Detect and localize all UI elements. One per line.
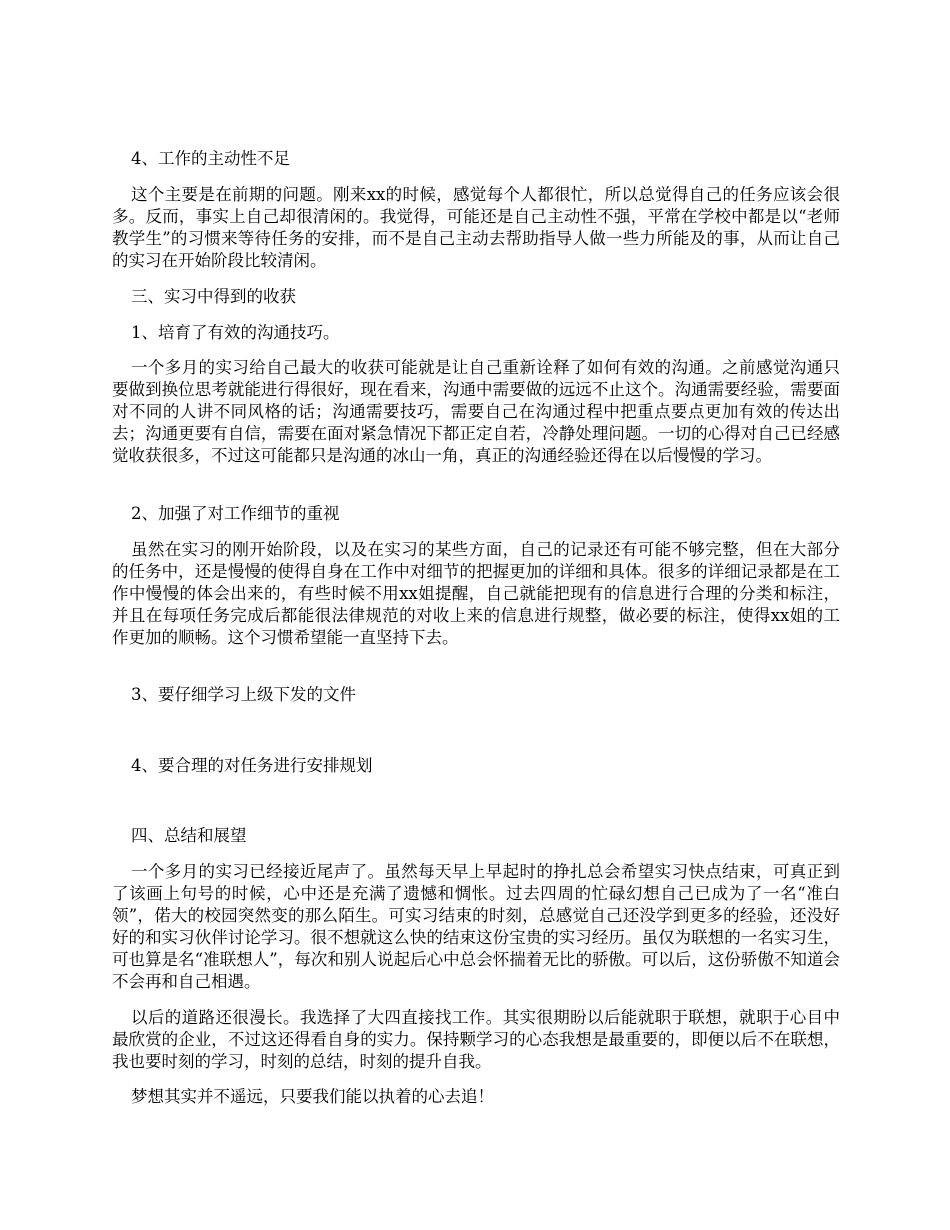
paragraph-outlook: 以后的道路还很漫长。我选择了大四直接找工作。其实很期盼以后能就职于联想，就职于心目中最欣赏的企业，不过这还得看自身的实力。保持颗学习的心态我想是最重要的，即便以后不在联想，我也要时刻的学习，时刻的总结，时刻的提升自我。 — [112, 1008, 840, 1071]
paragraph-communication: 一个多月的实习给自己最大的收获可能就是让自己重新诠释了如何有效的沟通。之前感觉沟通只要做到换位思考就能进行得很好，现在看来，沟通中需要做的远远不止这个。沟通需要经验，需要面对不同的人讲不同风格的话；沟通需要技巧，需要自己在沟通过程中把重点要点更加有效的传达出去；沟通更要有自信，需要在面对紧急情况下都正定自若，冷静处理问题。一切的心得对自己已经感觉收获很多，不过这可能都只是沟通的冰山一角，真正的沟通经验还得在以后慢慢的学习。 — [112, 358, 840, 465]
heading-section-4: 四、总结和展望 — [131, 826, 247, 845]
heading-2-details: 2、加强了对工作细节的重视 — [131, 504, 340, 523]
heading-section-3: 三、实习中得到的收获 — [131, 287, 296, 306]
paragraph-summary: 一个多月的实习已经接近尾声了。虽然每天早上早起时的挣扎总会希望实习快点结束，可真正到了该画上句号的时候，心中还是充满了遗憾和惆怅。过去四周的忙碌幻想自己已成为了一名“准白领”，偌大的校园突然变的那么陌生。可实习结束的时刻，总感觉自己还没学到更多的经验，还没好好的和实习伙伴讨论学习。很不想就这么快的结束这份宝贵的实习经历。虽仅为联想的一名实习生，可也算是名“准联想人”，每次和别人说起后心中总会怀揣着无比的骄傲。可以后，这份骄傲不知道会不会再和自己相遇。 — [112, 862, 840, 991]
heading-4-initiative: 4、工作的主动性不足 — [131, 149, 290, 168]
heading-1-communication: 1、培育了有效的沟通技巧。 — [131, 323, 340, 342]
heading-4-planning: 4、要合理的对任务进行安排规划 — [131, 756, 373, 775]
paragraph-initiative: 这个主要是在前期的问题。刚来xx的时候，感觉每个人都很忙，所以总觉得自己的任务应该会很多。反而，事实上自己却很清闲的。我觉得，可能还是自己主动性不强，平常在学校中都是以“老师教学生”的习惯来等待任务的安排，而不是自己主动去帮助指导人做一些力所能及的事，从而让自己的实习在开始阶段比较清闲。 — [112, 185, 840, 270]
heading-3-documents: 3、要仔细学习上级下发的文件 — [131, 685, 356, 704]
paragraph-closing: 梦想其实并不遥远，只要我们能以执着的心去追！ — [131, 1087, 494, 1106]
paragraph-details: 虽然在实习的刚开始阶段，以及在实习的某些方面，自己的记录还有可能不够完整，但在大部分的任务中，还是慢慢的使得自身在工作中对细节的把握更加的详细和具体。很多的详细记录都是在工作中慢慢的体会出来的，有些时候不用xx姐提醒，自己就能把现有的信息进行合理的分类和标注，并且在每项任务完成后都能很法律规范的对收上来的信息进行规整，做必要的标注，使得xx姐的工作更加的顺畅。这个习惯希望能一直坚持下去。 — [112, 540, 840, 647]
